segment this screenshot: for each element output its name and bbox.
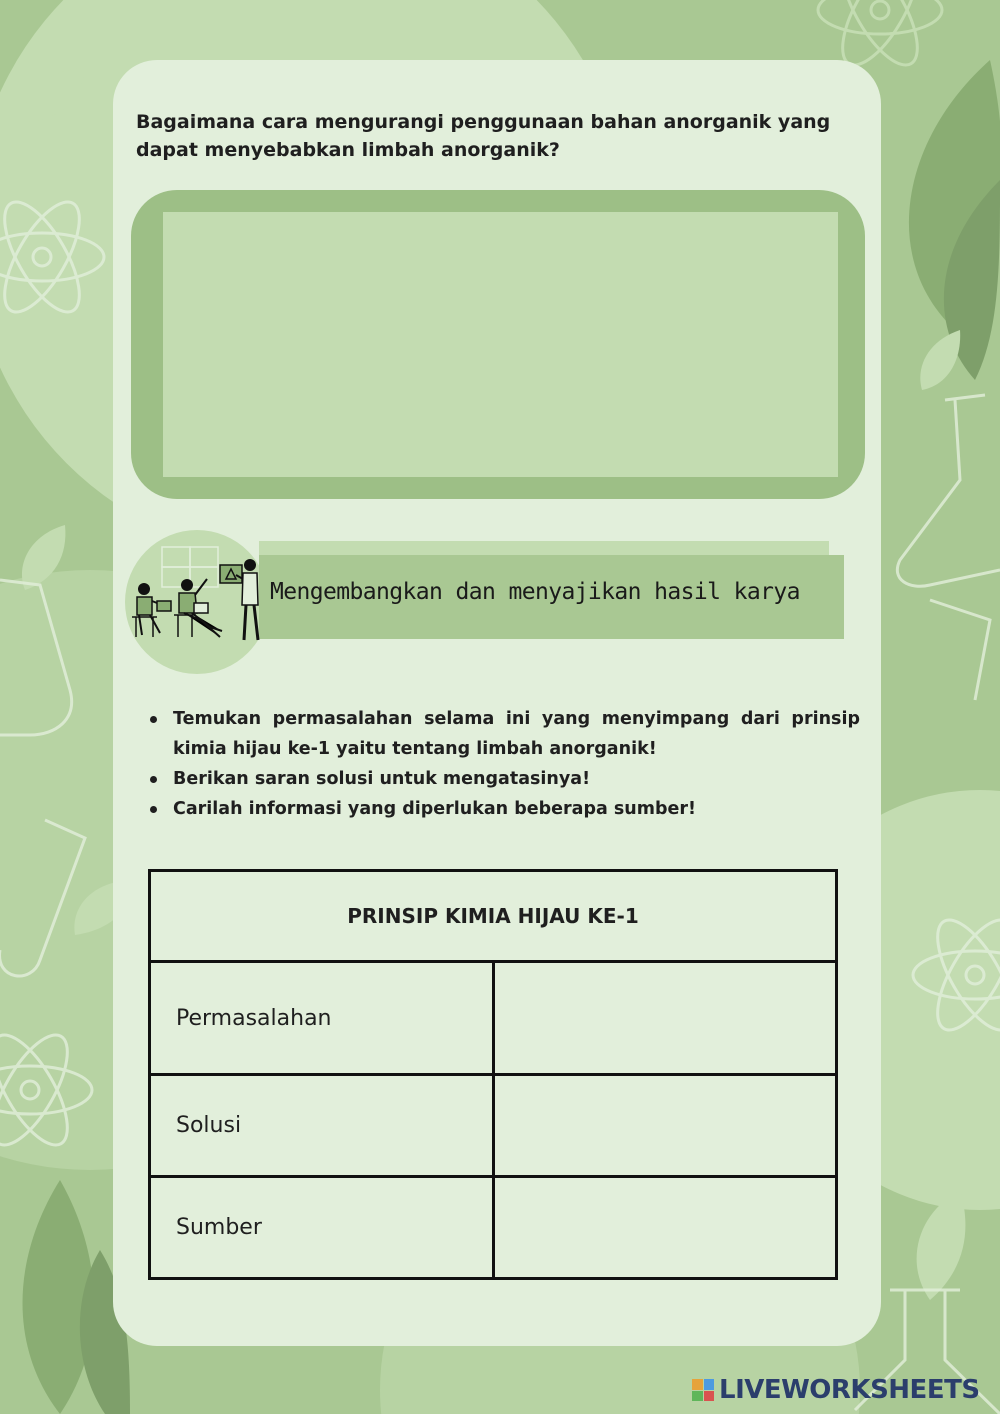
table-row [150,962,837,1075]
row-label: Sumber [150,1177,494,1279]
answer-cell-permasalahan[interactable] [493,962,837,1075]
answer-textarea[interactable] [163,212,838,477]
question-text: Bagaimana cara mengurangi penggunaan bahan anorganik yang dapat menyebabkan limbah anorganik? [136,111,831,161]
brand-logo [692,1372,980,1408]
brand-name: LIVEWORKSHEETS [719,1375,980,1405]
principle-table [148,869,838,1280]
brand-mark-icon [692,1379,714,1401]
table-row [150,1075,837,1177]
instruction-item: Berikan saran solusi untuk mengatasinya! [148,764,860,794]
instructions-list [148,704,860,824]
row-label: Solusi [150,1075,494,1177]
instruction-item: Temukan permasalahan selama ini yang menyimpang dari prinsip kimia hijau ke-1 yaitu tentang limbah anorganik! [148,704,860,764]
section-title: Mengembangkan dan menyajikan hasil karya [270,579,800,605]
table-header: PRINSIP KIMIA HIJAU KE-1 [150,871,837,962]
answer-cell-sumber[interactable] [493,1177,837,1279]
students-illustration [122,545,272,645]
answer-cell-solusi[interactable] [493,1075,837,1177]
instruction-item: Carilah informasi yang diperlukan beberapa sumber! [148,794,860,824]
row-label: Permasalahan [150,962,494,1075]
table-row [150,1177,837,1279]
